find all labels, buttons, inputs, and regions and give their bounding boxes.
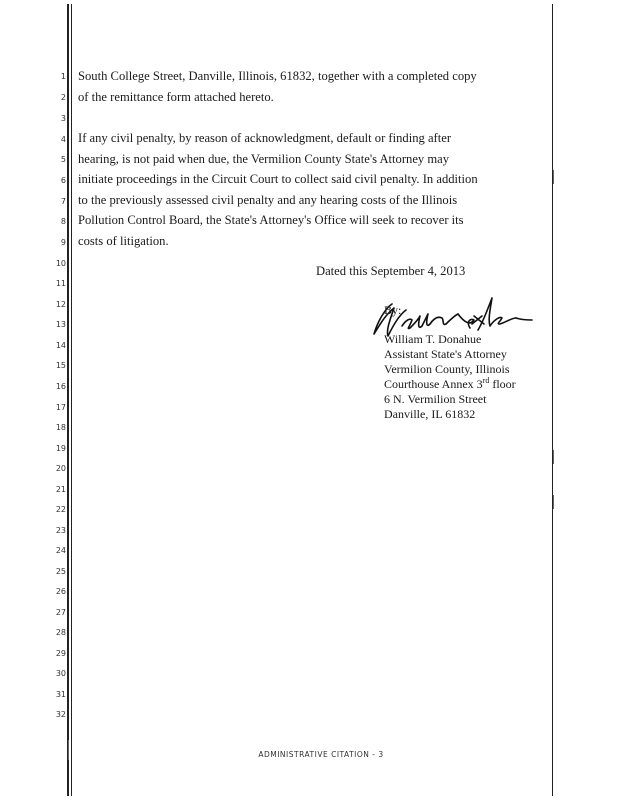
line-number: 8	[60, 217, 66, 226]
line-number: 11	[55, 279, 66, 288]
body-text-line: Pollution Control Board, the State's Attorney's Office will seek to recover its	[78, 213, 464, 227]
line-number: 26	[55, 587, 66, 596]
line-number: 32	[55, 710, 66, 719]
line-number: 2	[60, 93, 66, 102]
signature-by-label: By:	[384, 303, 402, 317]
line-number: 4	[60, 135, 66, 144]
line-number: 12	[55, 300, 66, 309]
line-number: 30	[55, 669, 66, 678]
date-line: Dated this September 4, 2013	[316, 264, 466, 278]
address-line-1-ordinal: rd	[482, 376, 490, 385]
line-number: 5	[60, 155, 66, 164]
line-number: 9	[60, 238, 66, 247]
line-number: 27	[55, 608, 66, 617]
body-text-line: If any civil penalty, by reason of acknowledgment, default or finding after	[78, 131, 452, 145]
line-number: 1	[60, 72, 66, 81]
signer-office: Vermilion County, Illinois	[384, 362, 510, 376]
line-number: 15	[55, 361, 66, 370]
signer-title: Assistant State's Attorney	[384, 347, 507, 361]
body-text-line: costs of litigation.	[78, 234, 169, 248]
body-text-line: South College Street, Danville, Illinois, 61832, together with a completed copy	[78, 69, 477, 83]
line-number: 25	[55, 567, 66, 576]
body-text-line: initiate proceedings in the Circuit Court to collect said civil penalty. In addition	[78, 172, 478, 186]
footer-text: ADMINISTRATIVE CITATION - 3	[258, 750, 384, 759]
address-line-1-suffix: floor	[489, 377, 516, 391]
line-number: 28	[55, 628, 66, 637]
line-number: 6	[60, 176, 66, 185]
page-footer	[0, 750, 624, 759]
line-number: 24	[55, 546, 66, 555]
scan-mark	[553, 495, 554, 509]
line-number: 22	[55, 505, 66, 514]
line-number: 19	[55, 444, 66, 453]
right-margin-rule	[552, 4, 553, 796]
line-number: 29	[55, 649, 66, 658]
address-line-2: 6 N. Vermilion Street	[384, 392, 487, 406]
line-number: 3	[60, 114, 66, 123]
address-line-1-prefix: Courthouse Annex 3	[384, 377, 483, 391]
signer-name: William T. Donahue	[384, 332, 482, 346]
line-number: 23	[55, 526, 66, 535]
line-number: 31	[55, 690, 66, 699]
scan-mark	[553, 170, 554, 184]
left-margin-rule-outer	[67, 4, 69, 796]
line-number: 20	[55, 464, 66, 473]
line-number: 16	[55, 382, 66, 391]
line-number: 17	[55, 403, 66, 412]
body-text-line: to the previously assessed civil penalty and any hearing costs of the Illinois	[78, 193, 458, 207]
line-number: 14	[55, 341, 66, 350]
body-text-line: hearing, is not paid when due, the Vermilion County State's Attorney may	[78, 152, 450, 166]
left-margin-rule-inner	[71, 4, 72, 796]
body-text-line: of the remittance form attached hereto.	[78, 90, 274, 104]
line-number: 21	[55, 485, 66, 494]
line-number: 10	[55, 259, 66, 268]
line-number: 7	[60, 197, 66, 206]
address-city: Danville, IL 61832	[384, 407, 476, 421]
scan-mark	[553, 450, 554, 464]
line-number: 18	[55, 423, 66, 432]
line-number: 13	[55, 320, 66, 329]
address-line-1	[384, 377, 516, 391]
